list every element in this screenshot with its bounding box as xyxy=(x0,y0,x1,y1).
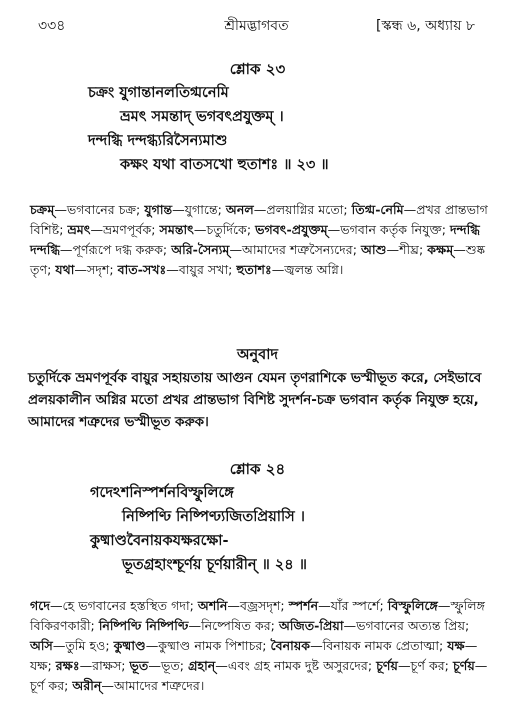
verse-23-line-2: ভ্রমৎ সমন্তাদ্ ভগবৎপ্রযুক্তম্ । xyxy=(120,109,284,125)
synonym-term: গ্রহান্ xyxy=(188,658,216,673)
synonym-meaning: —এবং গ্রহ নামক দুষ্ট অসুরদের; xyxy=(215,658,377,673)
synonym-meaning: —সদৃশ; xyxy=(74,262,118,277)
synonym-term: চূর্ণয় xyxy=(452,658,475,673)
synonym-meaning: —স্ফুলিঙ্গ বিকিরণকারী; xyxy=(30,598,486,633)
synonym-meaning: —ভূত; xyxy=(148,658,189,673)
synonym-meaning: —চূর্ণ কর; xyxy=(30,658,488,693)
synonym-term: কুষ্মাণ্ড xyxy=(113,638,146,653)
synonym-term: অরীন্ xyxy=(72,678,102,693)
synonym-term: রক্ষঃ xyxy=(55,658,80,673)
verse-24-heading: শ্লোক ২৪ xyxy=(229,460,286,478)
synonym-term: অনল xyxy=(225,202,254,217)
page-header xyxy=(38,14,475,36)
synonym-term: কক্ষম্ xyxy=(427,242,454,257)
synonym-term: গদে xyxy=(30,598,50,613)
synonym-meaning: —ভগবান কর্তৃক নিযুক্ত; xyxy=(327,222,450,237)
synonym-meaning: —কুষ্মাণ্ড নামক পিশাচর; xyxy=(145,638,271,653)
page-number: ৩৩৪ xyxy=(38,18,66,34)
verse-24-line-1: গদেঽশনিস্পর্শনবিস্ফুলিঙ্গে xyxy=(90,485,234,501)
synonym-meaning: —যাঁর স্পর্শে; xyxy=(318,598,388,613)
synonym-term: সমন্তাৎ xyxy=(159,222,194,237)
book-title: শ্রীমদ্ভাগবত xyxy=(224,18,289,34)
verse-23-synonyms xyxy=(30,200,490,280)
synonym-meaning: —ভগবানের চক্র; xyxy=(54,202,145,217)
synonym-meaning: —যুগান্তে; xyxy=(172,202,226,217)
synonym-term: যক্ষ xyxy=(447,638,465,653)
synonym-meaning: —ভ্রমণপূর্বক; xyxy=(90,222,160,237)
verse-23-line-3: দন্দগ্ধি দন্দগ্ধ্যরিসৈন্যমাশু xyxy=(88,133,228,149)
synonym-term: বৈনায়ক xyxy=(270,638,311,653)
synonym-meaning: —ভগবানের অত্যন্ত প্রিয়; xyxy=(343,618,470,633)
synonym-term: ভগবৎ-প্রযুক্তম্ xyxy=(255,222,328,237)
synonym-meaning: —বিনায়ক নামক প্রেতাত্মা; xyxy=(310,638,448,653)
synonym-term: চক্রম্ xyxy=(30,202,55,217)
synonym-term: অসি xyxy=(30,638,53,653)
synonym-term: ভূত xyxy=(129,658,149,673)
verse-24-line-2: নিষ্পিণ্ঢি নিষ্পিণ্ঢ্যজিতপ্রিয়াসি । xyxy=(122,509,305,525)
synonym-term: যুগান্ত xyxy=(144,202,173,217)
synonym-meaning: —শুষ্ক তৃণ; xyxy=(30,242,486,277)
synonym-term: নিষ্পিণ্ঢি নিষ্পিণ্ঢি xyxy=(98,618,189,633)
verse-24-synonyms xyxy=(30,596,490,696)
synonym-meaning: —প্রখর প্রান্তভাগ বিশিষ্ট; xyxy=(30,202,488,237)
synonym-term: দন্দগ্ধি দন্দগ্ধি xyxy=(30,222,480,257)
synonym-term: আশু xyxy=(360,242,387,257)
synonym-meaning: —জ্বলন্ত অগ্নি। xyxy=(271,262,344,277)
synonym-term: যথা xyxy=(55,262,75,277)
synonym-meaning: —আমাদের শত্রুদের। xyxy=(101,678,205,693)
synonym-term: ভ্রমৎ xyxy=(67,222,91,237)
synonym-meaning: —আমাদের শত্রুসৈন্যদের; xyxy=(229,242,361,257)
synonym-meaning: —পূর্ণরূপে দগ্ধ করুক; xyxy=(59,242,172,257)
synonym-term: স্পর্শন xyxy=(288,598,319,613)
verse-24-line-4: ভূতগ্রহাংশ্চূর্ণয় চূর্ণয়ারীন্ ॥ ২৪ ॥ xyxy=(122,557,307,573)
synonym-term: বিস্ফুলিঙ্গে xyxy=(387,598,438,613)
section-label: [স্কন্ধ ৬, অধ্যায় ৮ xyxy=(376,18,475,34)
synonym-meaning: —রাক্ষস; xyxy=(79,658,130,673)
verse-23-line-4: কক্ষং যথা বাতসখো হুতাশঃ ॥ ২৩ ॥ xyxy=(120,157,329,173)
synonym-term: বাত-সখঃ xyxy=(117,262,167,277)
synonym-term: হুতাশঃ xyxy=(236,262,272,277)
synonym-meaning: —চতুর্দিকে; xyxy=(193,222,256,237)
synonym-term: অজিত-প্রিয়া xyxy=(278,618,344,633)
synonym-meaning: —শীঘ্র; xyxy=(386,242,428,257)
verse-23-heading: শ্লোক ২৩ xyxy=(229,60,286,78)
synonym-meaning: —বজ্রসদৃশ; xyxy=(227,598,289,613)
synonym-meaning: —হে ভগবানের হস্তস্থিত গদা; xyxy=(49,598,198,613)
synonym-term: তিগ্ম-নেমি xyxy=(351,202,404,217)
synonym-meaning: —চূর্ণ কর; xyxy=(397,658,453,673)
synonym-meaning: —প্রলয়াগ্নির মতো; xyxy=(253,202,352,217)
verse-23-line-1: চক্রং যুগান্তানলতিগ্মনেমি xyxy=(88,85,229,101)
synonym-meaning: —নিষ্পেষিত কর; xyxy=(188,618,279,633)
synonym-term: অশনি xyxy=(197,598,228,613)
synonym-meaning: —তুমি হও; xyxy=(52,638,114,653)
synonym-meaning: —যক্ষ; xyxy=(30,638,478,673)
translation-heading: অনুবাদ xyxy=(236,347,279,363)
verse-24-line-3: কুষ্মাণ্ডবৈনায়কযক্ষরক্ষো- xyxy=(90,533,229,549)
translation-text: চতুর্দিকে ভ্রমণপূর্বক বায়ুর সহায়তায় আগুন যেমন তৃণরাশিকে ভস্মীভূত করে, সেইভাবে প্রলয়কালীন অগ্নির মতো প্রখর প্রান্তভাগ বিশিষ্ট সুদর্শন-চক্র ভগবান কর্তৃক নিযুক্ত হয়ে, আমাদের শত্রুদের ভস্মীভূত করুক। xyxy=(28,371,482,430)
synonym-term: অরি-সৈন্যম্ xyxy=(171,242,230,257)
synonym-term: চূর্ণয় xyxy=(376,658,398,673)
synonym-meaning: —বায়ুর সখা; xyxy=(166,262,237,277)
